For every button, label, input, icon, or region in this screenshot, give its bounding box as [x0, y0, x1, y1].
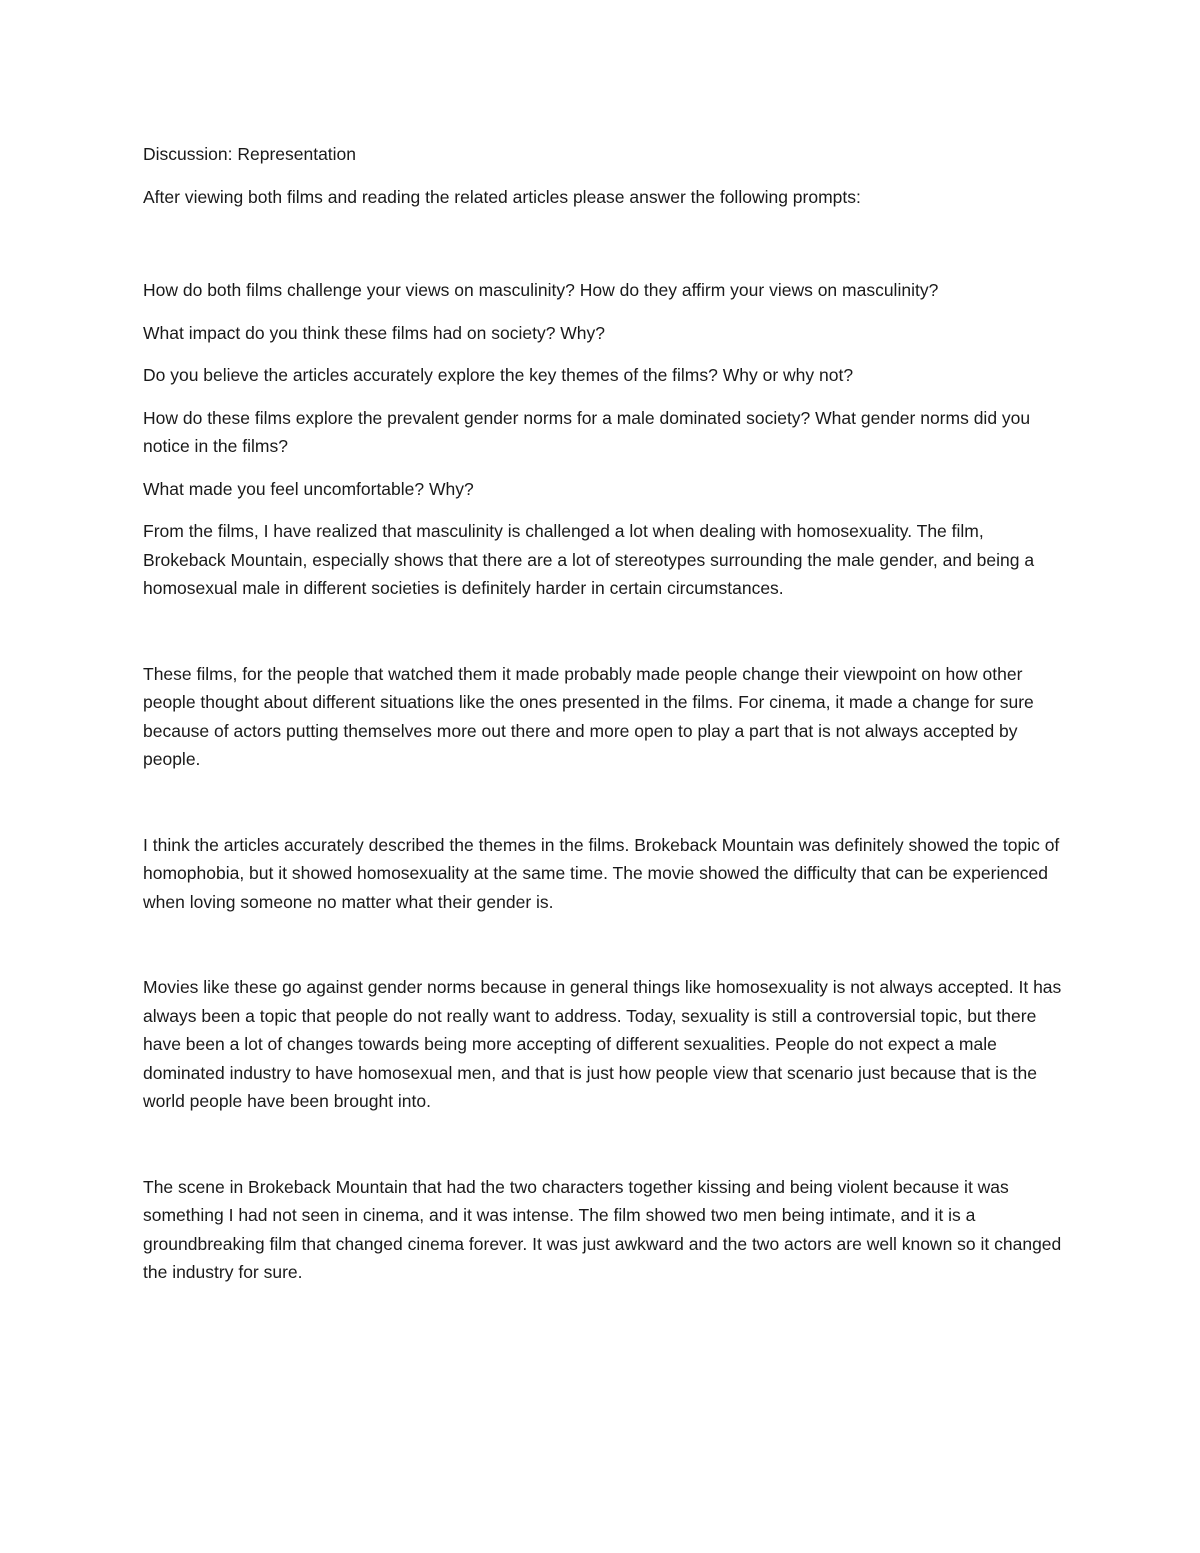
prompt-3: Do you believe the articles accurately explore the key themes of the films? Why or why not? [143, 365, 854, 385]
prompt-1: How do both films challenge your views on masculinity? How do they affirm your views on masculinity? [143, 280, 939, 300]
prompt-2: What impact do you think these films had on society? Why? [143, 322, 606, 343]
document-body [143, 140, 1068, 1287]
document-title: Discussion: Representation [143, 144, 357, 164]
answer-2: These films, for the people that watched them it made probably made people change their viewpoint on how other people thought about different situations like the ones presented in the films. For cinema, it made a change for sure because of actors putting themselves more out there and more open to play a part that is not always accepted by people. [143, 663, 1034, 769]
prompt-5: What made you feel uncomfortable? Why? [143, 478, 474, 499]
prompt-4: How do these films explore the prevalent gender norms for a male dominated society? What gender norms did you notice in the films? [143, 407, 1031, 456]
answer-4: Movies like these go against gender norms because in general things like homosexuality is not always accepted. It has always been a topic that people do not really want to address. Today, sexuality is still a controversial topic, but there have been a lot of changes towards being more accepting of different sexualities. People do not expect a male dominated industry to have homosexual men, and that is just how people view that scenario just because that is the world people have been brought into. [143, 977, 1062, 1111]
intro-paragraph: After viewing both films and reading the related articles please answer the following prompts: [143, 186, 861, 207]
answer-1: From the films, I have realized that masculinity is challenged a lot when dealing with homosexuality. The film, Brokeback Mountain, especially shows that there are a lot of stereotypes surrounding the male gender, and being a homosexual male in different societies is definitely harder in certain circumstances. [143, 521, 1035, 598]
answer-5: The scene in Brokeback Mountain that had the two characters together kissing and being violent because it was something I had not seen in cinema, and it was intense. The film showed two men being intimate, and it is a groundbreaking film that changed cinema forever. It was just awkward and the two actors are well known so it changed the industry for sure. [143, 1176, 1062, 1282]
answer-3: I think the articles accurately described the themes in the films. Brokeback Mountain was definitely showed the topic of homophobia, but it showed homosexuality at the same time. The movie showed the difficulty that can be experienced when loving someone no matter what their gender is. [143, 834, 1060, 912]
